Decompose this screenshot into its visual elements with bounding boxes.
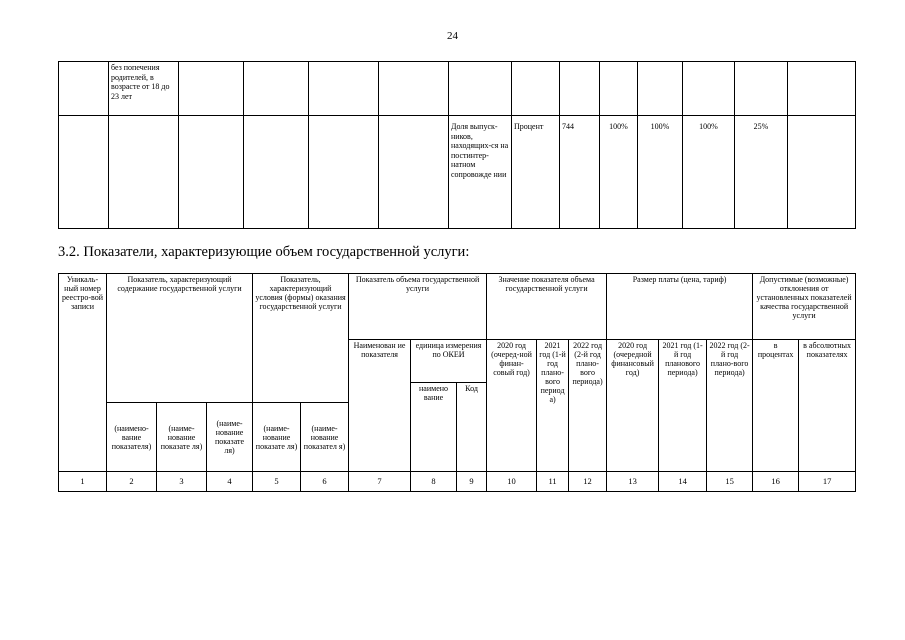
- indicator-name: Доля выпуск-ников, находящих-ся на постинтер-натном сопровожде нии: [449, 116, 512, 229]
- column-number: 10: [487, 472, 537, 492]
- column-number: 16: [753, 472, 799, 492]
- quality-table-continued: [58, 61, 856, 229]
- subheader-5: (наиме-нование показате ля): [253, 403, 301, 472]
- header-conditions-indicator: Показатель, характеризующий условия (формы) оказания государственной услуги: [253, 274, 349, 403]
- header-indicator-name: Наименован ие показателя: [349, 340, 411, 472]
- header-deviation-absolute: в абсолютных показателях: [799, 340, 856, 472]
- header-value-2022: 2022 год (2-й год плано-вого периода): [569, 340, 607, 472]
- header-value-2021: 2021 год (1-й год плано-вого период а): [537, 340, 569, 472]
- row-text: без попечения родителей, в возрасте от 18 до 23 лет: [109, 62, 179, 116]
- subheader-3: (наиме-нование показате ля): [157, 403, 207, 472]
- volume-table: [58, 273, 856, 492]
- header-deviation: Допустимые (возможные) отклонения от установленных показателей качества государственной услуги: [753, 274, 856, 340]
- column-number: 13: [607, 472, 659, 492]
- value-2022: 100%: [683, 116, 735, 229]
- header-deviation-percent: в процентах: [753, 340, 799, 472]
- column-number: 8: [411, 472, 457, 492]
- unit-name: Процент: [512, 116, 560, 229]
- okei-code: 744: [560, 116, 600, 229]
- header-okei-unit: единица измерения по ОКЕИ: [411, 340, 487, 383]
- column-number: 6: [301, 472, 349, 492]
- table-row: [59, 62, 856, 116]
- column-number: 5: [253, 472, 301, 492]
- column-number: 15: [707, 472, 753, 492]
- column-number: 11: [537, 472, 569, 492]
- page-number: 24: [447, 30, 458, 42]
- header-unit-name: наимено вание: [411, 383, 457, 472]
- header-unit-code: Код: [457, 383, 487, 472]
- subheader-4: (наиме-нование показате ля): [207, 403, 253, 472]
- header-content-indicator: Показатель, характеризующий содержание государственной услуги: [107, 274, 253, 403]
- value-2020: 100%: [600, 116, 638, 229]
- column-number: 7: [349, 472, 411, 492]
- deviation-percent: 25%: [735, 116, 788, 229]
- header-fee-2020: 2020 год (очередной финансовый год): [607, 340, 659, 472]
- column-number: 1: [59, 472, 107, 492]
- column-number: 17: [799, 472, 856, 492]
- header-volume-value: Значение показателя объема государственной услуги: [487, 274, 607, 340]
- header-fee-2022: 2022 год (2-й год плано-вого периода): [707, 340, 753, 472]
- header-value-2020: 2020 год (очеред-ной финан-совый год): [487, 340, 537, 472]
- subheader-2: (наимено-вание показателя): [107, 403, 157, 472]
- subheader-6: (наиме-нование показател я): [301, 403, 349, 472]
- column-number: 14: [659, 472, 707, 492]
- header-fee: Размер платы (цена, тариф): [607, 274, 753, 340]
- column-number: 12: [569, 472, 607, 492]
- column-number: 2: [107, 472, 157, 492]
- column-number: 3: [157, 472, 207, 492]
- column-numbers-row: [59, 472, 856, 492]
- section-title: 3.2. Показатели, характеризующие объем государственной услуги:: [58, 244, 470, 260]
- table-row: [59, 116, 856, 229]
- value-2021: 100%: [638, 116, 683, 229]
- column-number: 9: [457, 472, 487, 492]
- header-unique-number: Уникаль-ный номер реестро-вой записи: [59, 274, 107, 472]
- header-volume-indicator: Показатель объема государственной услуги: [349, 274, 487, 340]
- column-number: 4: [207, 472, 253, 492]
- header-fee-2021: 2021 год (1-й год планового периода): [659, 340, 707, 472]
